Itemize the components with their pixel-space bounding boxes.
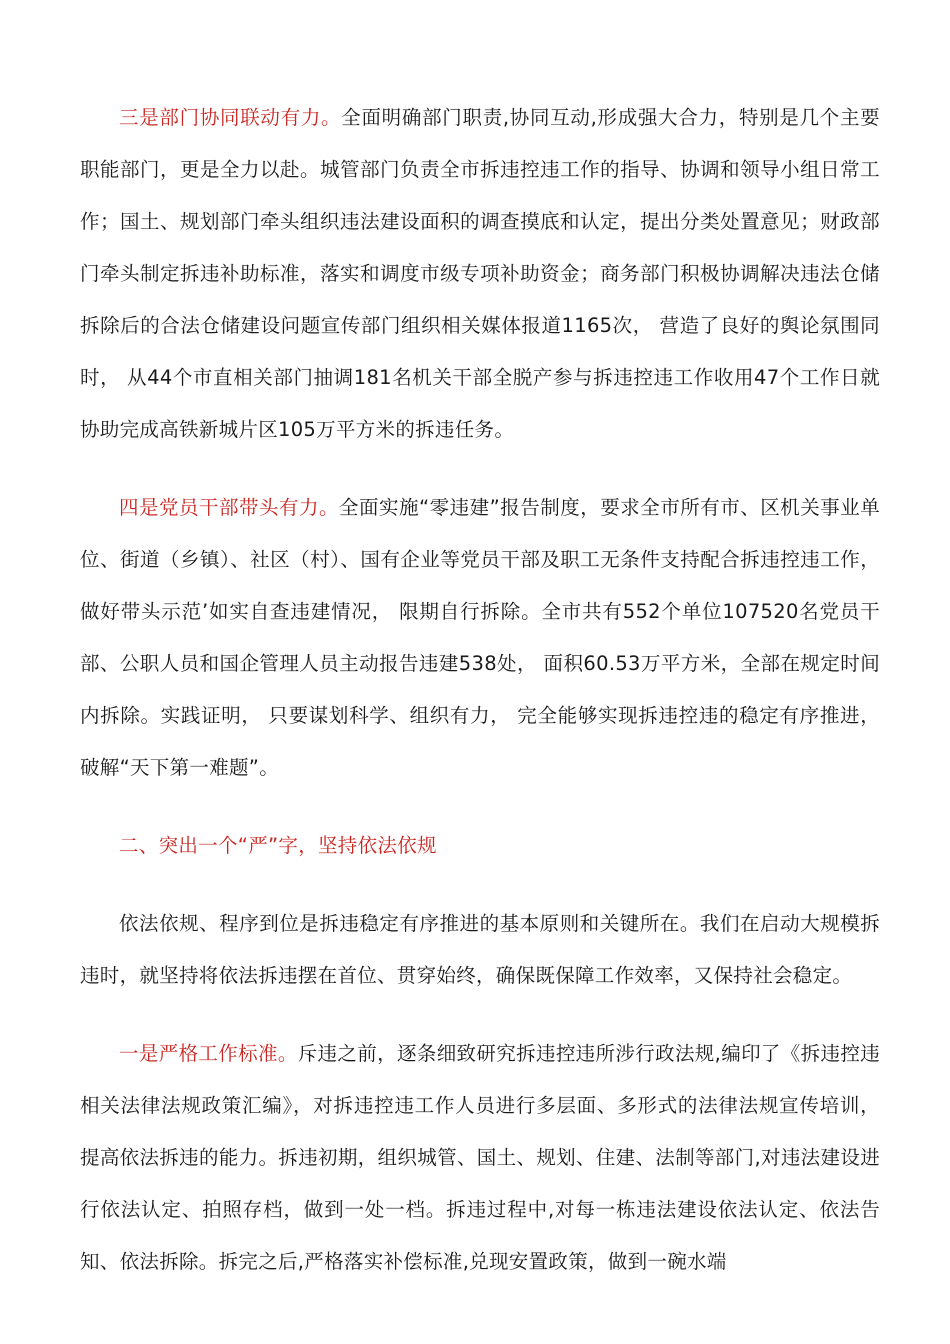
paragraph-lead: 三是部门协同联动有力。 xyxy=(119,106,342,129)
paragraph-text: 全面实施“零违建”报告制度，要求全市所有市、区机关事业单位、街道（乡镇）、社区（村）、国有企业等党员干部及职工无条件支持配合拆违控违工作， 做好带头示范’如实自查违建情况， 限期自行拆除。全市共有552个单位107520名党员干部、公职人员和国企管理人员主动报告违建538处， 面积60.53万平方米，全部在规定时间内拆除。实践证明， 只要谋划科学、组织有力， 完全能够实现拆违控违的稳定有序推进，破解“天下第一难题”。 xyxy=(80,496,880,779)
paragraph-lead: 四是党员干部带头有力。 xyxy=(119,496,339,519)
paragraph-text: 依法依规、程序到位是拆违稳定有序推进的基本原则和关键所在。我们在启动大规模拆违时，就坚持将依法拆违摆在首位、贯穿始终，确保既保障工作效率，又保持社会稳定。 xyxy=(80,912,880,987)
section-heading: 二、突出一个“严”字，坚持依法依规 xyxy=(119,834,437,857)
paragraph-text: 全面明确部门职责,协同互动,形成强大合力，特别是几个主要职能部门，更是全力以赴。城管部门负责全市拆违控违工作的指导、协调和领导小组日常工作；国土、规划部门牵头组织违法建设面积的调查摸底和认定，提出分类处置意见；财政部门牵头制定拆违补助标准，落实和调度市级专项补助资金；商务部门积极协调解决违法仓储拆除后的合法仓储建设问题宣传部门组织相关媒体报道1165次， 营造了良好的舆论氛围同时， 从44个市直相关部门抽调181名机关干部全脱产参与拆违控违工作收用47个工作日就协助完成高铁新城片区105万平方米的拆违任务。 xyxy=(80,106,880,441)
document-body xyxy=(80,92,880,1288)
paragraph-legal-principles xyxy=(80,898,880,1002)
paragraph-party-members xyxy=(80,482,880,794)
paragraph-work-standards xyxy=(80,1028,880,1288)
paragraph-text: 斥违之前，逐条细致研究拆违控违所涉行政法规,编印了《拆违控违相关法律法规政策汇编》，对拆违控违工作人员进行多层面、多形式的法律法规宣传培训，提高依法拆违的能力。拆违初期，组织城管、国土、规划、住建、法制等部门,对违法建设进行依法认定、拍照存档，做到一处一档。拆违过程中,对每一栋违法建设依法认定、依法告知、依法拆除。拆完之后,严格落实补偿标准,兑现安置政策，做到一碗水端 xyxy=(80,1042,880,1273)
paragraph-lead: 一是严格工作标准。 xyxy=(119,1042,298,1065)
paragraph-department-coordination xyxy=(80,92,880,456)
